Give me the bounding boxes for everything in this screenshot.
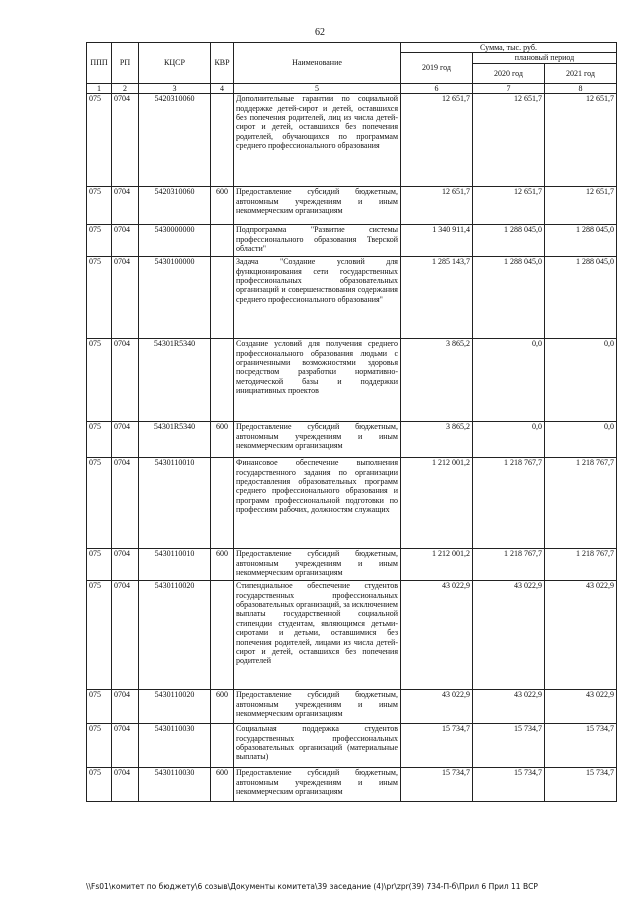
table-row [87,339,617,422]
index-cell: 8 [545,83,617,93]
index-cell: 4 [211,83,234,93]
cell-kcsr: 5430110010 [139,549,211,581]
cell-rp: 0704 [112,458,139,549]
table-row [87,225,617,257]
cell-name: Подпрограмма "Развитие системы профессионального образования Тверской области" [234,225,401,257]
cell-2019: 15 734,7 [401,768,473,802]
cell-kcsr: 5430000000 [139,225,211,257]
index-cell: 2 [112,83,139,93]
table-row [87,458,617,549]
cell-name: Финансовое обеспечение выполнения государственного задания по организации предоставления образовательных программ среднего профессионального образования и программ профессиональной подготовки по профессиям рабочих, должностям служащих [234,458,401,549]
cell-2021: 15 734,7 [545,724,617,768]
cell-kvr [211,724,234,768]
cell-ppp: 075 [87,768,112,802]
cell-name: Стипендиальное обеспечение студентов государственных профессиональных образовательных организаций, за исключением выплаты государственной социальной стипендии студентам, являющимся детьми-сиротами и детьми, оставшимися без попечения родителей, лицами из числа детей-сирот и детей, оставшихся без попечения родителей [234,581,401,690]
cell-2021: 43 022,9 [545,581,617,690]
cell-kvr: 600 [211,768,234,802]
cell-kcsr: 54301R5340 [139,422,211,458]
page-number: 62 [315,27,325,38]
cell-kcsr: 5430110030 [139,768,211,802]
cell-2021: 12 651,7 [545,187,617,225]
cell-name: Предоставление субсидий бюджетным, автономным учреждениям и иным некоммерческим организациям [234,549,401,581]
cell-kvr [211,458,234,549]
cell-2020: 1 288 045,0 [473,225,545,257]
cell-ppp: 075 [87,581,112,690]
cell-name: Предоставление субсидий бюджетным, автономным учреждениям и иным некоммерческим организациям [234,187,401,225]
cell-2019: 43 022,9 [401,690,473,724]
cell-2019: 3 865,2 [401,422,473,458]
cell-2020: 0,0 [473,339,545,422]
cell-kcsr: 5430100000 [139,257,211,339]
cell-2019: 1 212 001,2 [401,549,473,581]
col-header-kvr: КВР [211,43,234,84]
cell-name: Предоставление субсидий бюджетным, автономным учреждениям и иным некоммерческим организациям [234,768,401,802]
cell-rp: 0704 [112,690,139,724]
cell-2021: 1 218 767,7 [545,458,617,549]
cell-kvr [211,94,234,187]
cell-2021: 12 651,7 [545,94,617,187]
index-cell: 6 [401,83,473,93]
cell-2021: 1 288 045,0 [545,225,617,257]
cell-kvr: 600 [211,549,234,581]
cell-rp: 0704 [112,768,139,802]
cell-kvr [211,581,234,690]
col-header-plan-period: плановый период [473,53,617,63]
cell-name: Предоставление субсидий бюджетным, автономным учреждениям и иным некоммерческим организациям [234,422,401,458]
cell-ppp: 075 [87,94,112,187]
cell-kcsr: 5420310060 [139,187,211,225]
table-row [87,724,617,768]
cell-kvr [211,257,234,339]
cell-rp: 0704 [112,422,139,458]
cell-2020: 43 022,9 [473,690,545,724]
cell-2019: 1 285 143,7 [401,257,473,339]
cell-name: Предоставление субсидий бюджетным, автономным учреждениям и иным некоммерческим организациям [234,690,401,724]
cell-2019: 15 734,7 [401,724,473,768]
cell-ppp: 075 [87,458,112,549]
cell-2021: 0,0 [545,339,617,422]
cell-2020: 12 651,7 [473,94,545,187]
cell-name: Создание условий для получения среднего профессионального образования людьми с ограниченными возможностями здоровья посредством разработки нормативно-методической базы и поддержки инициативных проектов [234,339,401,422]
cell-rp: 0704 [112,225,139,257]
footer-file-path: \\Fs01\комитет по бюджету\6 созыв\Документы комитета\39 заседание (4)\pr\zpr(39) 734-П-б\Прил 6 Прил 11 ВСР [86,882,538,891]
cell-kvr: 600 [211,690,234,724]
cell-2020: 15 734,7 [473,768,545,802]
cell-kcsr: 5430110010 [139,458,211,549]
cell-2020: 1 288 045,0 [473,257,545,339]
cell-name: Дополнительные гарантии по социальной поддержке детей-сирот и детей, оставшихся без попечения родителей, лиц из числа детей-сирот и детей, оставшихся без попечения родителей, обучающихся по программам среднего профессионального образования [234,94,401,187]
cell-ppp: 075 [87,724,112,768]
cell-rp: 0704 [112,339,139,422]
cell-ppp: 075 [87,257,112,339]
cell-rp: 0704 [112,257,139,339]
cell-kcsr: 5430110020 [139,690,211,724]
index-cell: 5 [234,83,401,93]
cell-kvr: 600 [211,422,234,458]
col-header-sum: Сумма, тыс. руб. [401,43,617,53]
col-header-ppp: ППП [87,43,112,84]
cell-kcsr: 5430110020 [139,581,211,690]
cell-name: Задача "Создание условий для функционирования сети государственных профессиональных образовательных организаций и совершенствования содержания среднего профессионального образования" [234,257,401,339]
table-row [87,581,617,690]
table-row [87,690,617,724]
table-row [87,257,617,339]
col-header-2020: 2020 год [473,63,545,83]
cell-2019: 12 651,7 [401,94,473,187]
cell-ppp: 075 [87,549,112,581]
cell-2019: 3 865,2 [401,339,473,422]
cell-2020: 0,0 [473,422,545,458]
index-cell: 3 [139,83,211,93]
cell-rp: 0704 [112,187,139,225]
cell-2019: 43 022,9 [401,581,473,690]
cell-kcsr: 5420310060 [139,94,211,187]
table-row [87,549,617,581]
cell-rp: 0704 [112,94,139,187]
cell-ppp: 075 [87,422,112,458]
cell-ppp: 075 [87,690,112,724]
cell-2019: 12 651,7 [401,187,473,225]
cell-kvr: 600 [211,187,234,225]
col-header-name: Наименование [234,43,401,84]
table-row [87,768,617,802]
cell-2020: 15 734,7 [473,724,545,768]
cell-2019: 1 340 911,4 [401,225,473,257]
col-header-kcsr: КЦСР [139,43,211,84]
cell-ppp: 075 [87,187,112,225]
cell-2020: 43 022,9 [473,581,545,690]
cell-kvr [211,339,234,422]
col-header-2021: 2021 год [545,63,617,83]
cell-kcsr: 54301R5340 [139,339,211,422]
cell-2021: 1 218 767,7 [545,549,617,581]
cell-2020: 1 218 767,7 [473,458,545,549]
index-cell: 1 [87,83,112,93]
cell-2021: 0,0 [545,422,617,458]
table-row [87,422,617,458]
cell-ppp: 075 [87,225,112,257]
cell-2021: 43 022,9 [545,690,617,724]
col-header-rp: РП [112,43,139,84]
cell-2019: 1 212 001,2 [401,458,473,549]
cell-rp: 0704 [112,724,139,768]
budget-table [86,42,617,802]
cell-rp: 0704 [112,581,139,690]
index-row [87,83,617,93]
cell-2021: 15 734,7 [545,768,617,802]
col-header-2019: 2019 год [401,53,473,83]
index-cell: 7 [473,83,545,93]
cell-kvr [211,225,234,257]
table-row [87,94,617,187]
cell-name: Социальная поддержка студентов государственных профессиональных образовательных организаций (материальные выплаты) [234,724,401,768]
cell-ppp: 075 [87,339,112,422]
cell-2021: 1 288 045,0 [545,257,617,339]
table-row [87,187,617,225]
cell-kcsr: 5430110030 [139,724,211,768]
cell-2020: 12 651,7 [473,187,545,225]
cell-2020: 1 218 767,7 [473,549,545,581]
cell-rp: 0704 [112,549,139,581]
